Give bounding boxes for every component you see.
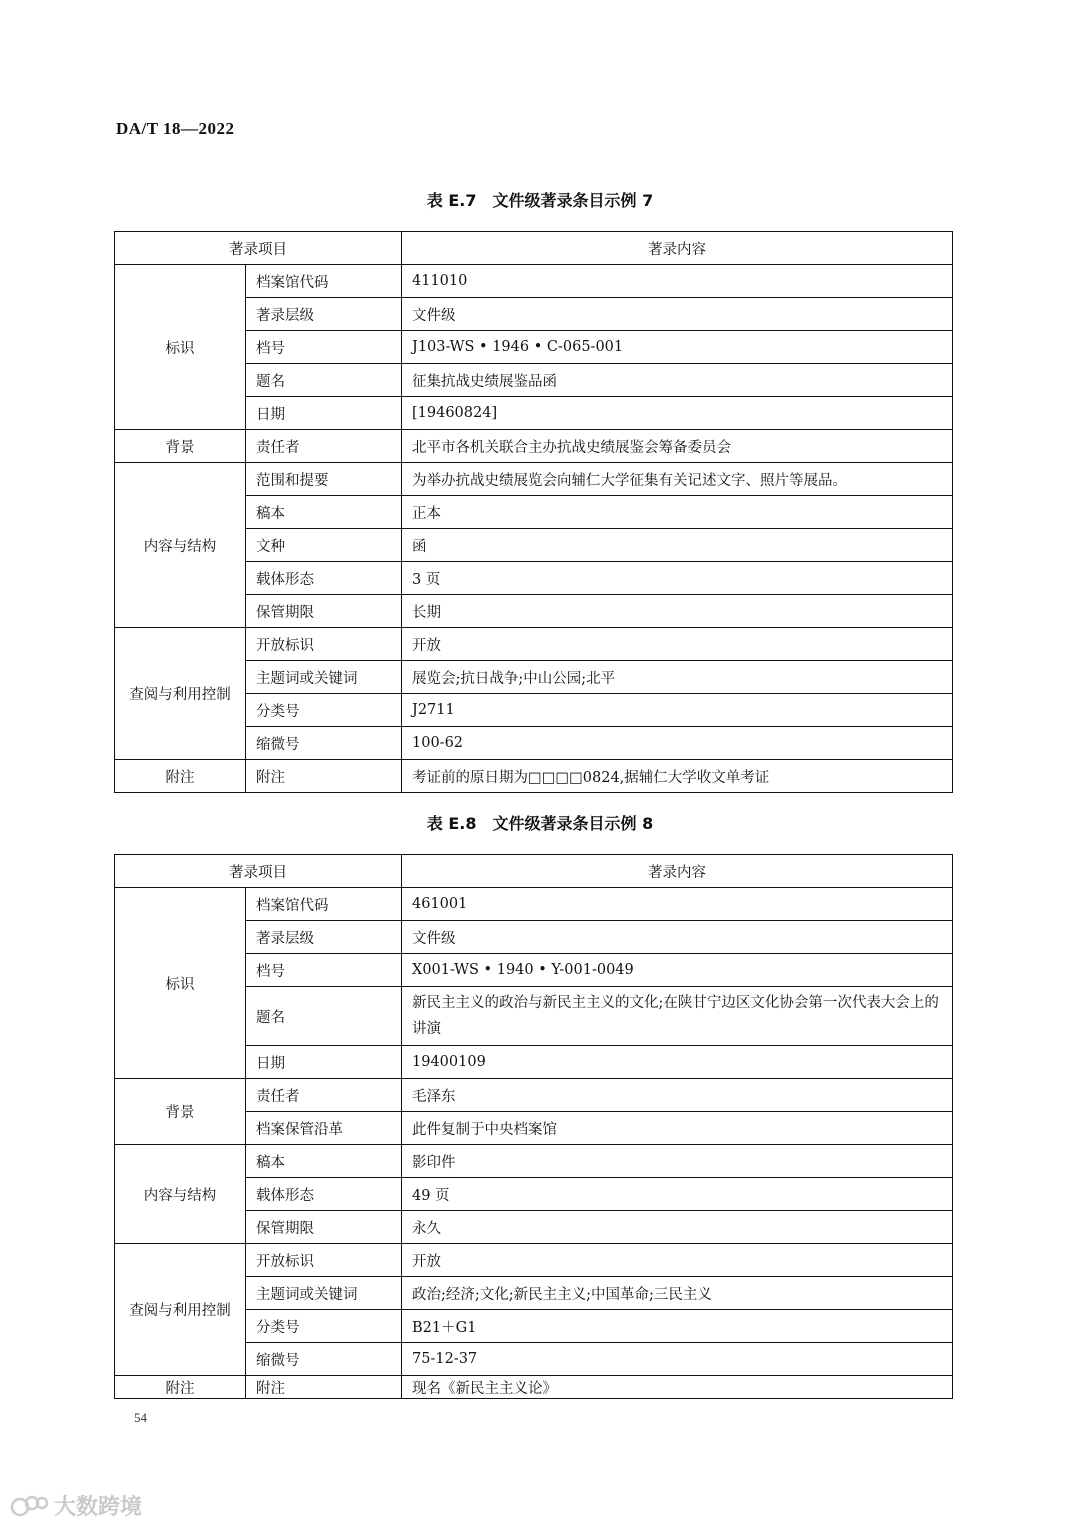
field-name: 保管期限 <box>246 1211 402 1244</box>
field-value: 文件级 <box>402 921 953 954</box>
table-row <box>115 1079 953 1112</box>
watermark-text: 大数跨境 <box>54 1495 143 1520</box>
field-name: 主题词或关键词 <box>246 661 402 694</box>
field-value: 长期 <box>402 595 953 628</box>
field-name: 责任者 <box>246 430 402 463</box>
table-row <box>115 1376 953 1399</box>
field-name: 稿本 <box>246 1145 402 1178</box>
table-row <box>115 1145 953 1178</box>
field-name: 档案保管沿革 <box>246 1112 402 1145</box>
field-name: 分类号 <box>246 1310 402 1343</box>
field-value: X001-WS • 1940 • Y-001-0049 <box>402 954 953 987</box>
field-value: 411010 <box>402 265 953 298</box>
field-name: 日期 <box>246 1046 402 1079</box>
field-name: 责任者 <box>246 1079 402 1112</box>
field-name: 题名 <box>246 987 402 1046</box>
document-code: DA/T 18—2022 <box>116 119 235 138</box>
field-name: 保管期限 <box>246 595 402 628</box>
field-name: 题名 <box>246 364 402 397</box>
group-label: 内容与结构 <box>115 463 246 628</box>
field-name: 开放标识 <box>246 1244 402 1277</box>
field-value: B21＋G1 <box>402 1310 953 1343</box>
header-content: 著录内容 <box>402 232 953 265</box>
field-name: 档案馆代码 <box>246 888 402 921</box>
field-name: 主题词或关键词 <box>246 1277 402 1310</box>
field-value: 为举办抗战史绩展览会向辅仁大学征集有关记述文字、照片等展品。 <box>402 463 953 496</box>
group-label: 附注 <box>115 760 246 793</box>
field-value: 影印件 <box>402 1145 953 1178</box>
page-number: 54 <box>134 1410 147 1425</box>
field-value: 函 <box>402 529 953 562</box>
header-content: 著录内容 <box>402 855 953 888</box>
field-value: 永久 <box>402 1211 953 1244</box>
table-row <box>115 888 953 921</box>
field-value: 3 页 <box>402 562 953 595</box>
field-name: 著录层级 <box>246 921 402 954</box>
field-value: 文件级 <box>402 298 953 331</box>
field-name: 档号 <box>246 331 402 364</box>
field-name: 档号 <box>246 954 402 987</box>
table-row <box>115 463 953 496</box>
group-label: 背景 <box>115 430 246 463</box>
group-label: 附注 <box>115 1376 246 1399</box>
record-table <box>114 231 953 793</box>
group-label: 查阅与利用控制 <box>115 628 246 760</box>
table-row <box>115 430 953 463</box>
table-title: 表 E.8 文件级著录条目示例 8 <box>426 814 654 833</box>
header-item: 著录项目 <box>115 855 402 888</box>
field-value: 考证前的原日期为□□□□0824,据辅仁大学收文单考证 <box>402 760 953 793</box>
table-title: 表 E.7 文件级著录条目示例 7 <box>426 191 654 210</box>
table-header-row <box>115 855 953 888</box>
field-value: [19460824] <box>402 397 953 430</box>
field-value: 毛泽东 <box>402 1079 953 1112</box>
field-value: 此件复制于中央档案馆 <box>402 1112 953 1145</box>
record-table <box>114 854 953 1399</box>
field-value: 100-62 <box>402 727 953 760</box>
field-value: 19400109 <box>402 1046 953 1079</box>
group-label: 标识 <box>115 265 246 430</box>
field-value: 征集抗战史绩展鉴品函 <box>402 364 953 397</box>
table-header-row <box>115 232 953 265</box>
field-name: 分类号 <box>246 694 402 727</box>
field-name: 著录层级 <box>246 298 402 331</box>
field-name: 日期 <box>246 397 402 430</box>
field-value: J103-WS • 1946 • C-065-001 <box>402 331 953 364</box>
field-name: 稿本 <box>246 496 402 529</box>
field-name: 载体形态 <box>246 1178 402 1211</box>
group-label: 背景 <box>115 1079 246 1145</box>
field-value: 75-12-37 <box>402 1343 953 1376</box>
table-row <box>115 760 953 793</box>
header-item: 著录项目 <box>115 232 402 265</box>
table-row <box>115 1244 953 1277</box>
field-value: 开放 <box>402 628 953 661</box>
field-name: 载体形态 <box>246 562 402 595</box>
table-row <box>115 628 953 661</box>
field-value: 新民主主义的政治与新民主主义的文化;在陕甘宁边区文化协会第一次代表大会上的讲演 <box>402 987 953 1046</box>
group-label: 查阅与利用控制 <box>115 1244 246 1376</box>
field-name: 开放标识 <box>246 628 402 661</box>
field-name: 缩微号 <box>246 1343 402 1376</box>
field-value: 49 页 <box>402 1178 953 1211</box>
field-value: 461001 <box>402 888 953 921</box>
field-name: 缩微号 <box>246 727 402 760</box>
watermark <box>10 1490 142 1521</box>
field-value: 正本 <box>402 496 953 529</box>
field-value: 开放 <box>402 1244 953 1277</box>
field-name: 文种 <box>246 529 402 562</box>
table-row <box>115 265 953 298</box>
field-value: 现名《新民主主义论》 <box>402 1376 953 1399</box>
group-label: 内容与结构 <box>115 1145 246 1244</box>
field-value: 北平市各机关联合主办抗战史绩展鉴会筹备委员会 <box>402 430 953 463</box>
field-name: 范围和提要 <box>246 463 402 496</box>
field-value: 政治;经济;文化;新民主主义;中国革命;三民主义 <box>402 1277 953 1310</box>
brand-logo-icon <box>10 1493 50 1519</box>
field-name: 附注 <box>246 1376 402 1399</box>
field-name: 档案馆代码 <box>246 265 402 298</box>
group-label: 标识 <box>115 888 246 1079</box>
field-name: 附注 <box>246 760 402 793</box>
field-value: J2711 <box>402 694 953 727</box>
field-value: 展览会;抗日战争;中山公园;北平 <box>402 661 953 694</box>
